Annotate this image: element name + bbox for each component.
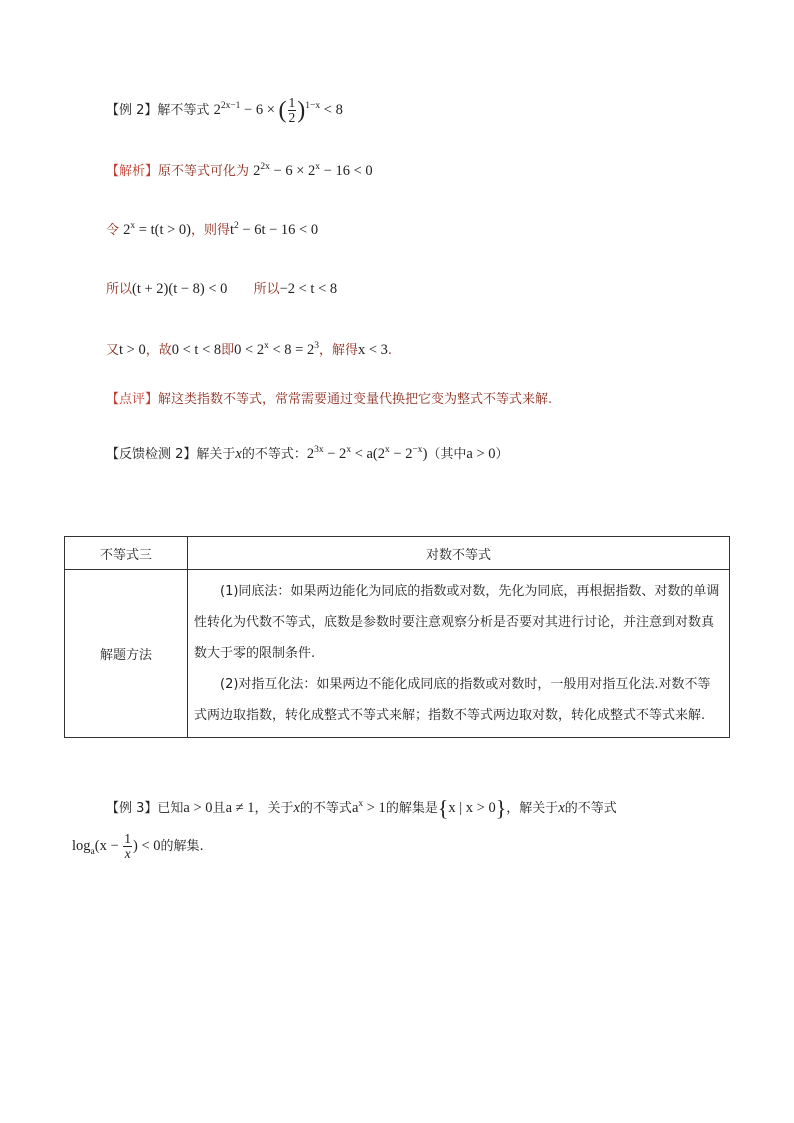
table-header-row [65, 537, 730, 570]
table-header-left: 不等式三 [65, 537, 188, 570]
feedback-line [106, 443, 509, 463]
step-3-text-c: 即 [221, 343, 235, 358]
step-3-formula-a: t > 0 [119, 342, 146, 358]
solution-label: 【解析】 [106, 164, 159, 179]
solution-formula: $2^{2x} - 6 \times 2^x - 16 < 0$ [253, 162, 373, 179]
example-3-formula-a: $a^x > 1$ [351, 799, 386, 816]
step-3-text-b: ，故 [145, 343, 172, 358]
example-3-text-h: 的解集. [160, 839, 204, 854]
step-2-formula-a: (t + 2)(t − 8) < 0 [132, 281, 228, 297]
feedback-label: 【反馈检测 2】 [106, 447, 197, 462]
method-table [64, 536, 730, 738]
feedback-text-c: （其中 [427, 447, 467, 462]
step-3-text-e: . [387, 343, 393, 358]
example-3-cond-b: a ≠ 1 [225, 800, 255, 816]
feedback-condition: a > 0 [466, 446, 496, 462]
example-3-text-f: ，解关于 [506, 801, 559, 816]
step-3-line [106, 339, 392, 359]
example-3-line-1 [106, 797, 617, 820]
solution-text: 原不等式可化为 [158, 164, 250, 179]
step-2-text-b: 所以 [253, 282, 280, 297]
example-3-text-g: 的不等式 [564, 801, 617, 816]
step-3-formula-b: 0 < t < 8 [171, 342, 222, 358]
example-3-text-b: 且 [212, 801, 226, 816]
example-3-var-x-2: x [558, 800, 565, 816]
example-3-label: 【例 3】 [106, 801, 158, 816]
table-row-label: 解题方法 [65, 570, 188, 738]
step-1-formula-a: $2^x = t(t > 0)$ [123, 221, 191, 238]
step-2-formula-b: −2 < t < 8 [279, 281, 338, 297]
example-3-text-e: 的解集是 [385, 801, 438, 816]
comment-line [106, 388, 552, 407]
example-2-formula: $2^{2x-1} - 6$ × ( $\frac{1}{2}$ )$^{1-x}$ < 8 [213, 95, 343, 126]
step-1-text-b: ，则得 [190, 223, 230, 238]
feedback-formula: $2^{3x} - 2^x < a(2^x - 2^{-x})$ [306, 445, 428, 462]
example-3-line-2 [72, 832, 204, 861]
step-3-text-a: 又 [106, 343, 120, 358]
table-row [65, 570, 730, 738]
example-2-line [106, 96, 343, 125]
step-2-line [106, 278, 337, 298]
solution-line [106, 160, 373, 180]
step-3-formula-e: x < 3 [357, 342, 388, 358]
method-paragraph-2: (2)对指互化法：如果两边不能化成同底的指数或对数时，一般用对指互化法.对数不等式两边取指数，转化成整式不等式来解；指数不等式两边取对数，转化成整式不等式来解. [194, 677, 711, 723]
step-1-formula-b: $t^2 - 6t - 16 < 0$ [230, 221, 319, 238]
method-paragraph-1: (1)同底法：如果两边能化为同底的指数或对数，先化为同底，再根据指数、对数的单调性转化为代数不等式，底数是参数时要注意观察分析是否要对其进行讨论，并注意到对数真数大于零的限制条件. [194, 584, 720, 661]
step-3-text-d: ，解得 [318, 343, 358, 358]
table-row-content [188, 570, 730, 738]
example-2-text: 解不等式 [157, 103, 210, 118]
comment-text: 解这类指数不等式，常常需要通过变量代换把它变为整式不等式来解. [158, 392, 553, 407]
table-header-right: 对数不等式 [188, 537, 730, 570]
example-3-text-c: ，关于 [254, 801, 294, 816]
example-2-label: 【例 2】 [106, 103, 158, 118]
feedback-text-a: 解关于 [196, 447, 236, 462]
feedback-text-b: 的不等式： [241, 447, 307, 462]
comment-label: 【点评】 [106, 392, 159, 407]
step-3-formula-c: $0 < 2^x < 8 = 2^3$ [234, 341, 319, 358]
example-3-solution-set: {x | x > 0} [437, 795, 507, 821]
example-3-var-x: x [293, 800, 300, 816]
example-3-cond-a: a > 0 [183, 800, 213, 816]
step-1-line [106, 219, 318, 239]
example-3-log-formula: $\log_a(x$ − $\frac{1}{x}$ ) < 0 [72, 831, 161, 862]
example-3-text-a: 已知 [157, 801, 184, 816]
step-2-text-a: 所以 [106, 282, 133, 297]
example-3-text-d: 的不等式 [299, 801, 352, 816]
feedback-text-d: ） [495, 447, 509, 462]
step-1-text-a: 令 [106, 223, 120, 238]
feedback-var-x: x [235, 446, 242, 462]
